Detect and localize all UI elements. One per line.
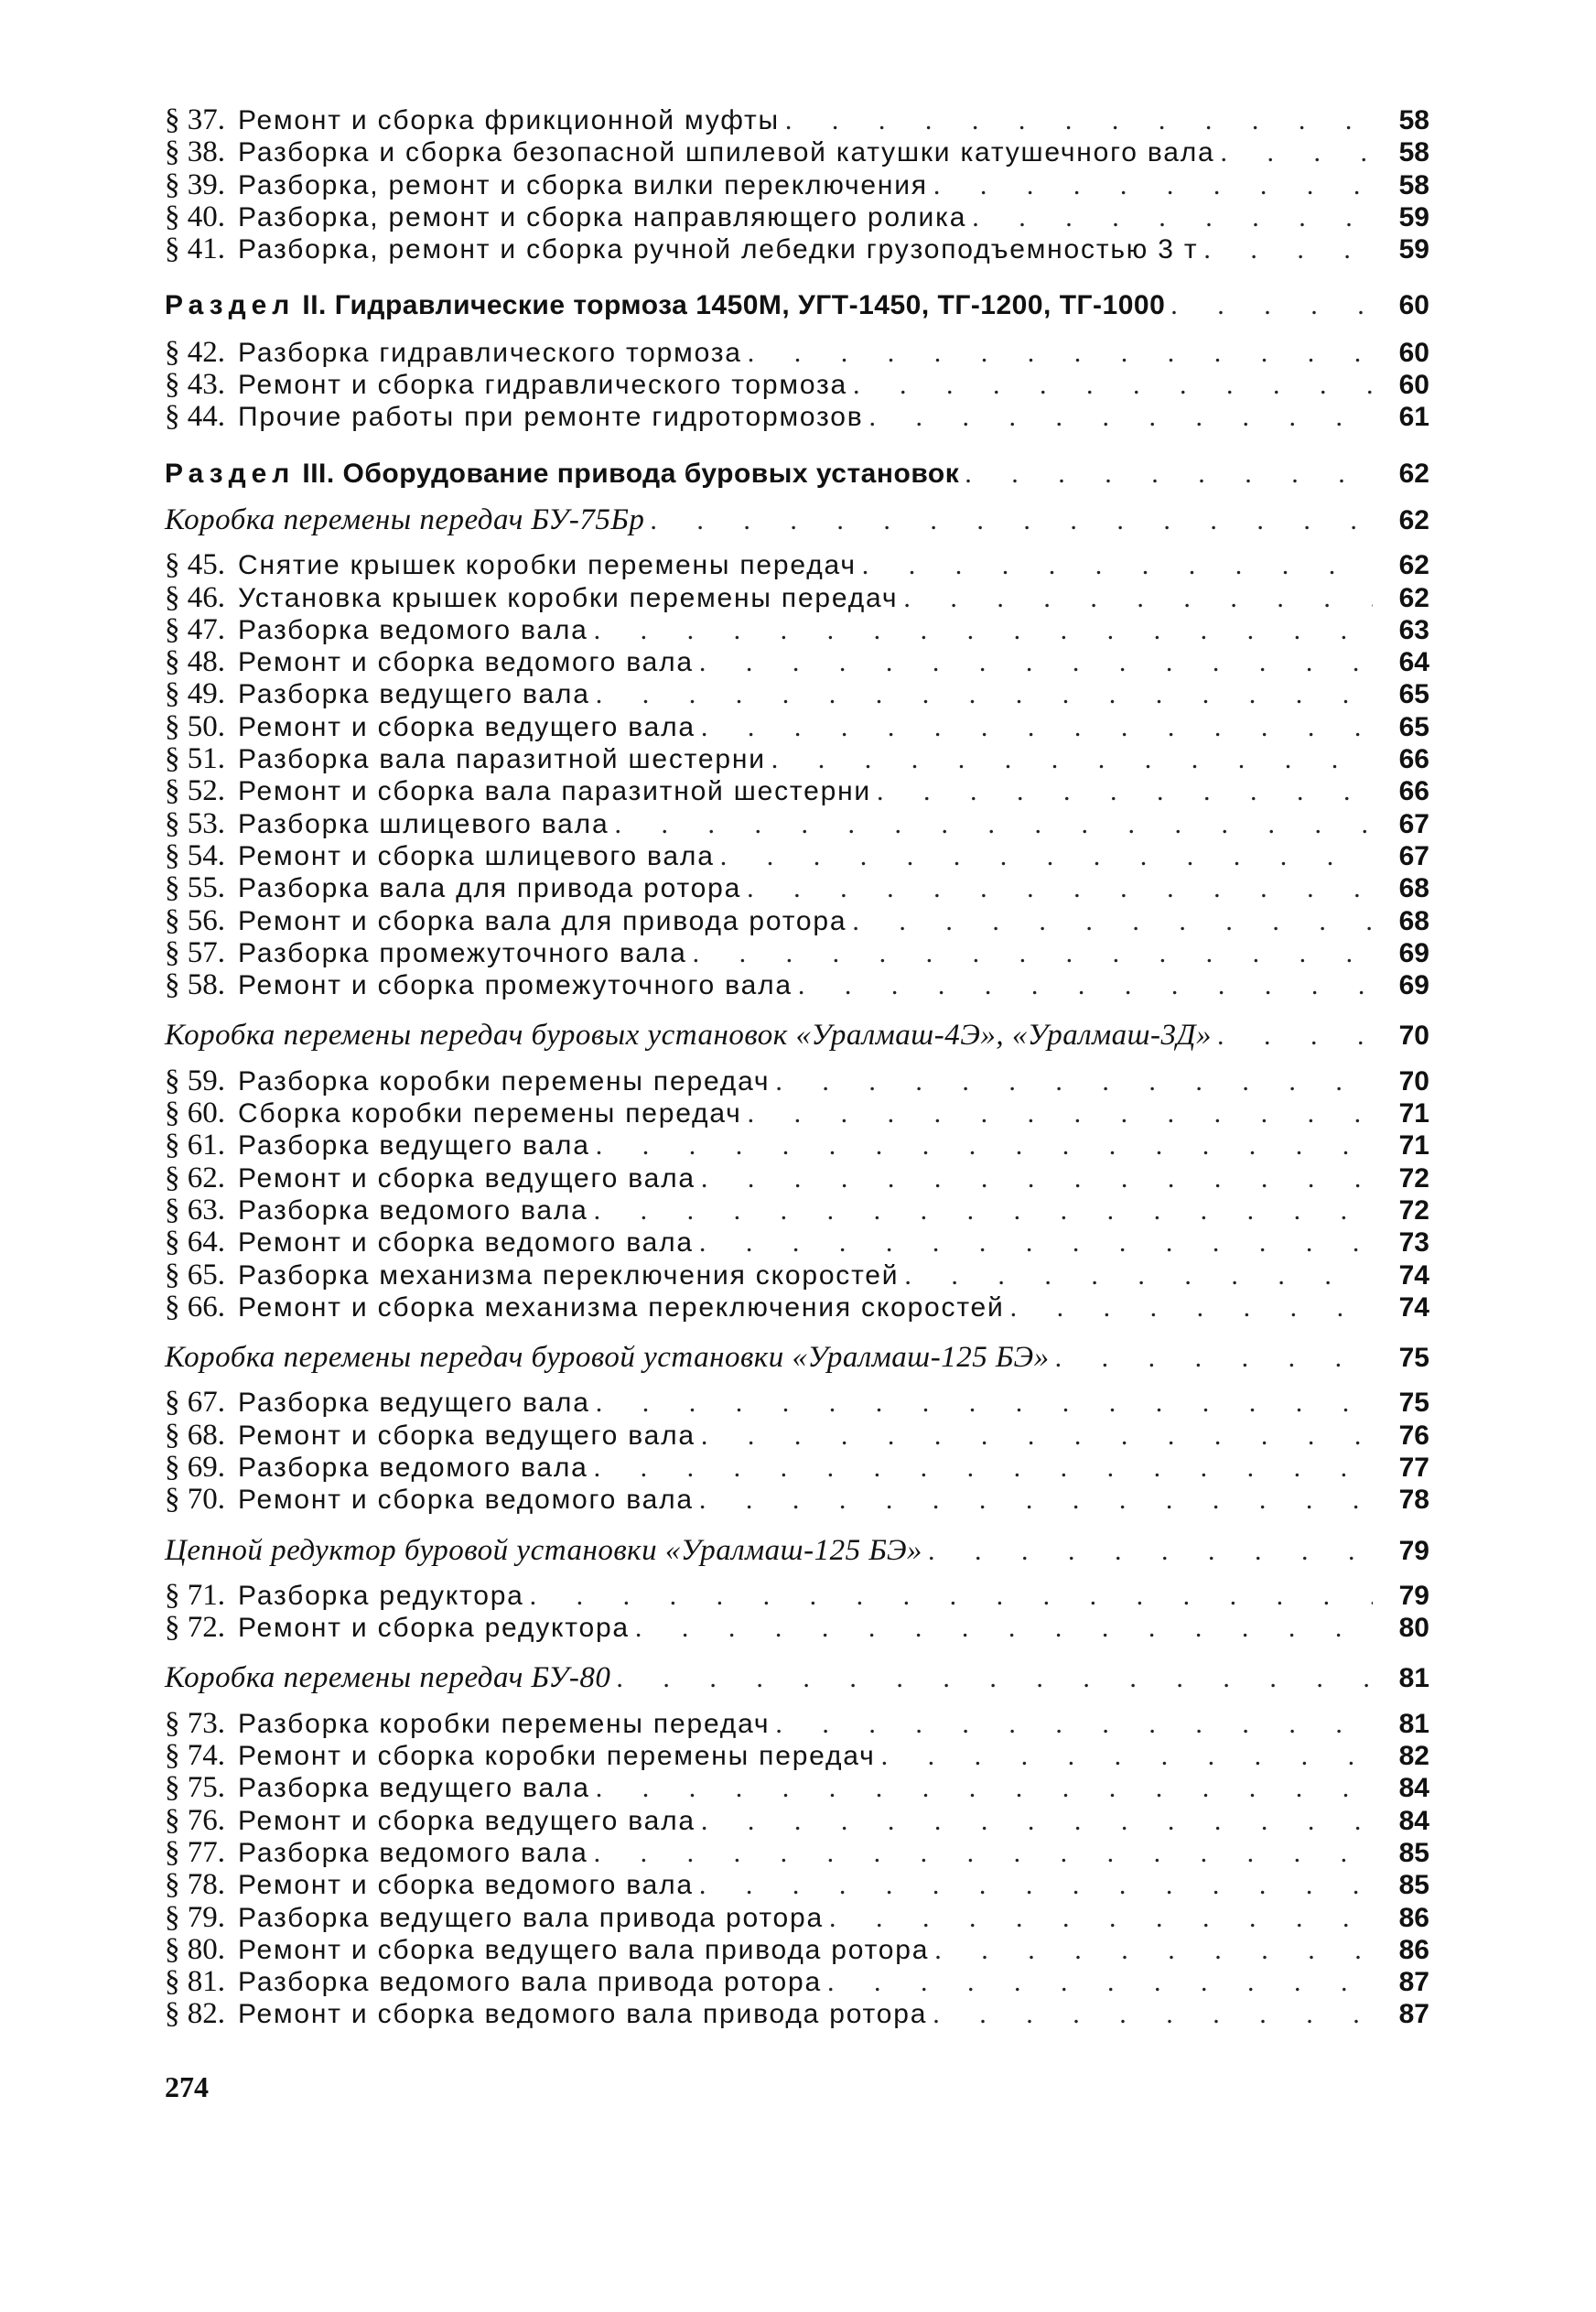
- leader-dots: [594, 1452, 1373, 1484]
- paragraph-number: § 58.: [165, 968, 225, 1002]
- toc-group: [165, 337, 1429, 434]
- entry-title: Разборка коробки перемены передач: [238, 1065, 771, 1097]
- toc-entry: [165, 401, 1429, 433]
- page-ref: 61: [1398, 402, 1429, 433]
- leader-dots: [596, 1129, 1373, 1161]
- page-ref: 66: [1398, 776, 1429, 807]
- toc-entry: [165, 1998, 1429, 2030]
- leader-dots: [965, 458, 1373, 490]
- leader-dots: [904, 1259, 1373, 1291]
- toc-entry: [165, 1612, 1429, 1644]
- subsection-title: Коробка перемены передач буровой установки «Уралмаш-125 БЭ»: [165, 1341, 1050, 1375]
- paragraph-number: § 54.: [165, 838, 225, 872]
- toc-entry: [165, 743, 1429, 775]
- entry-title: Ремонт и сборка коробки перемены передач: [238, 1741, 876, 1772]
- paragraph-number: § 82.: [165, 1997, 225, 2031]
- paragraph-number: § 80.: [165, 1932, 225, 1966]
- page-ref: 79: [1398, 1580, 1429, 1611]
- toc-entry: [165, 711, 1429, 743]
- toc-entry: [165, 1097, 1429, 1129]
- entry-title: Ремонт и сборка промежуточного вала: [238, 970, 793, 1001]
- entry-title: Ремонт и сборка вала паразитной шестерни: [238, 776, 871, 807]
- paragraph-number: § 78.: [165, 1868, 225, 1902]
- toc-entry: [165, 1484, 1429, 1516]
- leader-dots: [699, 1226, 1373, 1259]
- leader-dots: [650, 504, 1373, 536]
- leader-dots: [701, 1420, 1373, 1452]
- leader-dots: [785, 104, 1373, 136]
- leader-dots: [933, 169, 1373, 201]
- toc-entry: [165, 369, 1429, 401]
- page-ref: 81: [1398, 1663, 1429, 1694]
- entry-title: Ремонт и сборка ведомого вала: [238, 1485, 694, 1516]
- paragraph-number: § 39.: [165, 167, 225, 201]
- paragraph-number: § 81.: [165, 1965, 225, 1999]
- paragraph-number: § 40.: [165, 200, 225, 233]
- paragraph-number: § 50.: [165, 709, 225, 743]
- toc-entry: [165, 1740, 1429, 1772]
- leader-dots: [1217, 1020, 1373, 1052]
- toc-group: [165, 1580, 1429, 1645]
- leader-dots: [877, 775, 1373, 807]
- section-title: II. Гидравлические тормоза 1450М, УГТ-1450, ТГ-1200, ТГ-1000: [302, 290, 1166, 321]
- toc-entry: [165, 808, 1429, 840]
- page-ref: 71: [1398, 1098, 1429, 1129]
- entry-title: Ремонт и сборка редуктора: [238, 1613, 630, 1644]
- entry-title: Разборка редуктора: [238, 1580, 524, 1611]
- leader-dots: [701, 711, 1373, 743]
- leader-dots: [693, 937, 1373, 969]
- entry-title: Разборка и сборка безопасной шпилевой катушки катушечного вала: [238, 137, 1215, 168]
- toc-entry: [165, 582, 1429, 614]
- leader-dots: [594, 1194, 1373, 1226]
- leader-dots: [701, 1162, 1373, 1194]
- paragraph-number: § 44.: [165, 400, 225, 434]
- subsection-title: Цепной редуктор буровой установки «Уралмаш-125 БЭ»: [165, 1533, 922, 1567]
- page-ref: 85: [1398, 1870, 1429, 1901]
- page-ref: 87: [1398, 1967, 1429, 1998]
- toc-entry: [165, 1708, 1429, 1740]
- page-ref: 70: [1398, 1065, 1429, 1097]
- paragraph-number: § 49.: [165, 677, 225, 711]
- toc-entry: [165, 1772, 1429, 1804]
- toc-entry: [165, 1934, 1429, 1966]
- page-ref: 68: [1398, 905, 1429, 936]
- page-ref: 62: [1398, 458, 1429, 489]
- leader-dots: [748, 337, 1373, 369]
- subsection-title: Коробка перемены передач буровых установок «Уралмаш-4Э», «Уралмаш-3Д»: [165, 1019, 1213, 1053]
- toc-entry: [165, 549, 1429, 581]
- leader-dots: [869, 401, 1374, 433]
- page-ref: 82: [1398, 1741, 1429, 1772]
- toc-entry: [165, 614, 1429, 646]
- leader-dots: [852, 905, 1373, 937]
- paragraph-number: § 57.: [165, 935, 225, 969]
- paragraph-number: § 67.: [165, 1386, 225, 1420]
- entry-title: Разборка ведомого вала: [238, 614, 588, 645]
- toc-entry: [165, 104, 1429, 136]
- page-ref: 60: [1398, 290, 1429, 321]
- entry-title: Ремонт и сборка ведущего вала: [238, 711, 696, 742]
- paragraph-number: § 76.: [165, 1803, 225, 1837]
- leader-dots: [1055, 1342, 1373, 1374]
- page-ref: 62: [1398, 550, 1429, 581]
- toc-group: [165, 1708, 1429, 2031]
- toc-section-heading: [165, 289, 1429, 321]
- leader-dots: [596, 1387, 1373, 1419]
- paragraph-number: § 62.: [165, 1161, 225, 1194]
- leader-dots: [972, 201, 1373, 233]
- paragraph-number: § 48.: [165, 645, 225, 679]
- page-ref: 67: [1398, 808, 1429, 839]
- leader-dots: [748, 1097, 1373, 1129]
- paragraph-number: § 60.: [165, 1097, 225, 1130]
- page-ref: 78: [1398, 1485, 1429, 1516]
- entry-title: Ремонт и сборка ведущего вала привода ротора: [238, 1934, 930, 1965]
- entry-title: Ремонт и сборка ведомого вала: [238, 1870, 694, 1901]
- leader-dots: [1203, 233, 1373, 265]
- leader-dots: [747, 872, 1373, 904]
- toc-entry: [165, 872, 1429, 904]
- entry-title: Ремонт и сборка ведомого вала: [238, 647, 694, 678]
- paragraph-number: § 61.: [165, 1129, 225, 1162]
- paragraph-number: § 71.: [165, 1578, 225, 1612]
- toc-section-heading: [165, 458, 1429, 490]
- paragraph-number: § 42.: [165, 335, 225, 369]
- toc-subsection-heading: [165, 1020, 1429, 1052]
- entry-title: Установка крышек коробки перемены передач: [238, 582, 899, 613]
- toc-entry: [165, 1226, 1429, 1259]
- subsection-title: Коробка перемены передач БУ-75Бр: [165, 502, 645, 536]
- leader-dots: [829, 1902, 1373, 1934]
- section-title: III. Оборудование привода буровых установок: [302, 458, 960, 489]
- entry-title: Разборка ведомого вала: [238, 1837, 588, 1868]
- toc-entry: [165, 1452, 1429, 1484]
- toc-subsection-heading: [165, 1535, 1429, 1567]
- table-of-contents: [165, 104, 1429, 2031]
- paragraph-number: § 51.: [165, 742, 225, 776]
- page-ref: 65: [1398, 679, 1429, 710]
- leader-dots: [1010, 1291, 1373, 1323]
- toc-entry: [165, 136, 1429, 168]
- paragraph-number: § 64.: [165, 1226, 225, 1259]
- entry-title: Разборка ведомого вала: [238, 1452, 588, 1483]
- toc-entry: [165, 169, 1429, 201]
- toc-entry: [165, 1129, 1429, 1161]
- page-ref: 80: [1398, 1613, 1429, 1644]
- entry-title: Снятие крышек коробки перемены передач: [238, 550, 857, 581]
- page-ref: 59: [1398, 234, 1429, 265]
- entry-title: Разборка коробки перемены передач: [238, 1708, 771, 1739]
- paragraph-number: § 72.: [165, 1611, 225, 1645]
- entry-title: Разборка ведущего вала: [238, 1388, 590, 1419]
- page-ref: 74: [1398, 1259, 1429, 1291]
- leader-dots: [699, 646, 1373, 678]
- entry-title: Ремонт и сборка шлицевого вала: [238, 840, 715, 871]
- paragraph-number: § 66.: [165, 1290, 225, 1323]
- leader-dots: [699, 1869, 1373, 1901]
- section-label: Раздел: [165, 290, 296, 321]
- leader-dots: [1170, 289, 1373, 321]
- toc-entry: [165, 1291, 1429, 1323]
- toc-subsection-heading: [165, 1662, 1429, 1694]
- leader-dots: [616, 1662, 1373, 1694]
- paragraph-number: § 52.: [165, 774, 225, 808]
- toc-entry: [165, 1194, 1429, 1226]
- toc-entry: [165, 969, 1429, 1001]
- toc-entry: [165, 775, 1429, 807]
- toc-subsection-heading: [165, 1342, 1429, 1374]
- entry-title: Разборка ведущего вала: [238, 679, 590, 710]
- toc-entry: [165, 905, 1429, 937]
- entry-title: Ремонт и сборка ведущего вала: [238, 1162, 696, 1194]
- page-ref: 63: [1398, 614, 1429, 645]
- toc-entry: [165, 1837, 1429, 1869]
- page-ref: 64: [1398, 647, 1429, 678]
- paragraph-number: § 46.: [165, 580, 225, 614]
- page-ref: 62: [1398, 504, 1429, 535]
- page-ref: 59: [1398, 201, 1429, 232]
- entry-title: Разборка шлицевого вала: [238, 808, 609, 839]
- subsection-title: Коробка перемены передач БУ-80: [165, 1661, 611, 1695]
- paragraph-number: § 41.: [165, 232, 225, 266]
- page-ref: 66: [1398, 744, 1429, 775]
- page-ref: 67: [1398, 840, 1429, 871]
- toc-entry: [165, 1805, 1429, 1837]
- entry-title: Ремонт и сборка гидравлического тормоза: [238, 370, 848, 401]
- entry-title: Ремонт и сборка фрикционной муфты: [238, 105, 780, 135]
- leader-dots: [853, 369, 1373, 401]
- page-ref: 79: [1398, 1535, 1429, 1566]
- leader-dots: [614, 808, 1373, 840]
- toc-entry: [165, 1902, 1429, 1934]
- entry-title: Разборка ведомого вала привода ротора: [238, 1967, 822, 1998]
- paragraph-number: § 68.: [165, 1418, 225, 1452]
- entry-title: Разборка ведущего вала: [238, 1130, 590, 1161]
- page-ref: 69: [1398, 937, 1429, 968]
- toc-entry: [165, 1387, 1429, 1419]
- toc-entry: [165, 1966, 1429, 1998]
- page-ref: 69: [1398, 970, 1429, 1001]
- toc-group: [165, 1387, 1429, 1516]
- section-label: Раздел: [165, 458, 296, 489]
- page-ref: 75: [1398, 1343, 1429, 1374]
- toc-group: [165, 1065, 1429, 1323]
- toc-entry: [165, 1869, 1429, 1901]
- page-ref: 71: [1398, 1130, 1429, 1161]
- leader-dots: [881, 1740, 1373, 1772]
- page-ref: 58: [1398, 137, 1429, 168]
- paragraph-number: § 43.: [165, 368, 225, 402]
- toc-entry: [165, 840, 1429, 872]
- page-ref: 87: [1398, 1999, 1429, 2030]
- toc-group: [165, 549, 1429, 1001]
- toc-entry: [165, 1162, 1429, 1194]
- entry-title: Разборка, ремонт и сборка ручной лебедки грузоподъемностью 3 т: [238, 234, 1199, 265]
- leader-dots: [594, 614, 1373, 646]
- leader-dots: [903, 582, 1373, 614]
- page-ref: 60: [1398, 337, 1429, 368]
- entry-title: Ремонт и сборка вала для привода ротора: [238, 905, 847, 936]
- entry-title: Разборка ведущего вала привода ротора: [238, 1902, 825, 1933]
- toc-subsection-heading: [165, 504, 1429, 536]
- paragraph-number: § 47.: [165, 612, 225, 646]
- entry-title: Разборка механизма переключения скоростей: [238, 1259, 900, 1291]
- leader-dots: [827, 1966, 1373, 1998]
- paragraph-number: § 73.: [165, 1706, 225, 1740]
- entry-title: Разборка гидравлического тормоза: [238, 337, 742, 368]
- toc-entry: [165, 937, 1429, 969]
- leader-dots: [594, 1837, 1373, 1869]
- page-ref: 73: [1398, 1227, 1429, 1259]
- leader-dots: [934, 1934, 1373, 1966]
- page-ref: 65: [1398, 711, 1429, 742]
- paragraph-number: § 74.: [165, 1739, 225, 1773]
- toc-entry: [165, 1580, 1429, 1612]
- leader-dots: [1221, 136, 1373, 168]
- leader-dots: [775, 1708, 1373, 1740]
- toc-entry: [165, 1420, 1429, 1452]
- page-ref: 85: [1398, 1837, 1429, 1868]
- paragraph-number: § 37.: [165, 103, 225, 136]
- page-ref: 72: [1398, 1162, 1429, 1194]
- toc-entry: [165, 1065, 1429, 1097]
- page-ref: 62: [1398, 582, 1429, 613]
- paragraph-number: § 70.: [165, 1483, 225, 1517]
- page-ref: 84: [1398, 1805, 1429, 1836]
- paragraph-number: § 53.: [165, 806, 225, 840]
- paragraph-number: § 65.: [165, 1258, 225, 1291]
- toc-entry: [165, 233, 1429, 265]
- page-ref: 72: [1398, 1194, 1429, 1226]
- entry-title: Сборка коробки перемены передач: [238, 1098, 742, 1129]
- leader-dots: [530, 1580, 1373, 1612]
- paragraph-number: § 75.: [165, 1771, 225, 1805]
- leader-dots: [699, 1484, 1373, 1516]
- entry-title: Ремонт и сборка механизма переключения скоростей: [238, 1291, 1005, 1323]
- toc-entry: [165, 337, 1429, 369]
- leader-dots: [635, 1612, 1373, 1644]
- page-ref: 70: [1398, 1021, 1429, 1052]
- page-ref: 74: [1398, 1291, 1429, 1323]
- entry-title: Разборка промежуточного вала: [238, 937, 687, 968]
- paragraph-number: § 59.: [165, 1064, 225, 1097]
- toc-entry: [165, 1259, 1429, 1291]
- page-ref: 86: [1398, 1934, 1429, 1965]
- leader-dots: [928, 1535, 1373, 1567]
- leader-dots: [798, 969, 1373, 1001]
- entry-title: Разборка ведомого вала: [238, 1194, 588, 1226]
- entry-title: Ремонт и сборка ведущего вала: [238, 1805, 696, 1836]
- leader-dots: [720, 840, 1373, 872]
- page-ref: 68: [1398, 873, 1429, 904]
- page-ref: 60: [1398, 370, 1429, 401]
- toc-entry: [165, 678, 1429, 710]
- entry-title: Разборка вала для привода ротора: [238, 873, 742, 904]
- paragraph-number: § 77.: [165, 1835, 225, 1869]
- page-ref: 81: [1398, 1708, 1429, 1739]
- paragraph-number: § 69.: [165, 1450, 225, 1484]
- page-ref: 77: [1398, 1452, 1429, 1483]
- entry-title: Ремонт и сборка ведомого вала привода ротора: [238, 1999, 928, 2030]
- leader-dots: [596, 678, 1373, 710]
- entry-title: Прочие работы при ремонте гидротормозов: [238, 402, 864, 433]
- leader-dots: [596, 1772, 1373, 1804]
- paragraph-number: § 56.: [165, 903, 225, 937]
- leader-dots: [933, 1998, 1373, 2030]
- page-ref: 58: [1398, 169, 1429, 200]
- paragraph-number: § 63.: [165, 1193, 225, 1226]
- leader-dots: [862, 549, 1373, 581]
- leader-dots: [701, 1805, 1373, 1837]
- toc-group: [165, 104, 1429, 265]
- toc-entry: [165, 201, 1429, 233]
- entry-title: Разборка, ремонт и сборка вилки переключения: [238, 169, 928, 200]
- page-ref: 75: [1398, 1388, 1429, 1419]
- page-ref: 86: [1398, 1902, 1429, 1933]
- entry-title: Разборка вала паразитной шестерни: [238, 744, 766, 775]
- entry-title: Разборка, ремонт и сборка направляющего ролика: [238, 201, 967, 232]
- paragraph-number: § 55.: [165, 871, 225, 905]
- toc-entry: [165, 646, 1429, 678]
- page-ref: 58: [1398, 105, 1429, 135]
- page-ref: 84: [1398, 1773, 1429, 1804]
- leader-dots: [775, 1065, 1373, 1097]
- paragraph-number: § 79.: [165, 1900, 225, 1934]
- page-ref: 76: [1398, 1420, 1429, 1451]
- entry-title: Разборка ведущего вала: [238, 1773, 590, 1804]
- entry-title: Ремонт и сборка ведущего вала: [238, 1420, 696, 1451]
- leader-dots: [771, 743, 1373, 775]
- entry-title: Ремонт и сборка ведомого вала: [238, 1227, 694, 1259]
- paragraph-number: § 38.: [165, 135, 225, 169]
- page-number: 274: [165, 2070, 209, 2103]
- paragraph-number: § 45.: [165, 548, 225, 582]
